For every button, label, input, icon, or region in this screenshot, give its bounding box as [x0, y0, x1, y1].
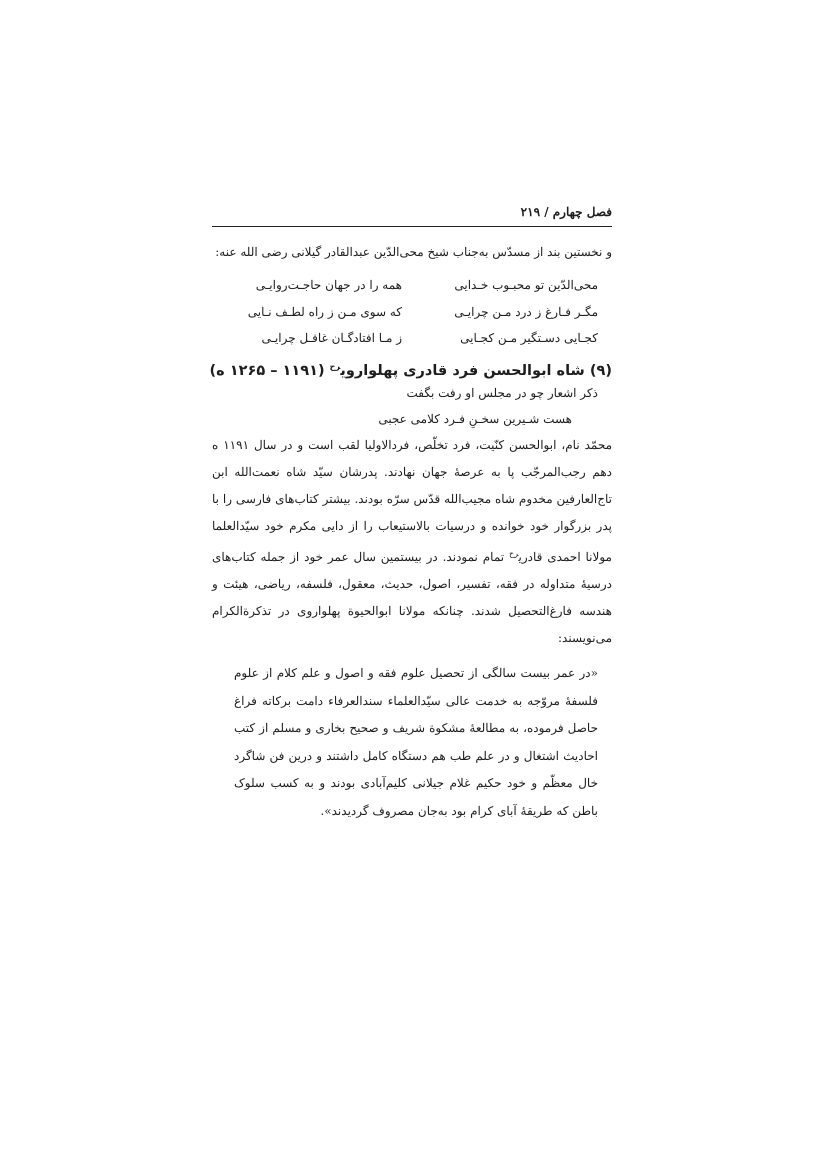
hemistich-first: کجـایی دسـتگیر مـن کجـایی	[460, 331, 598, 345]
verse-line	[212, 272, 612, 299]
verse-line	[212, 299, 612, 326]
block-quote: «در عمر بیست سالگی از تحصیل علوم فقه و اصول و علم کلام از علوم فلسفهٔ مروّجه به خدمت عالی سیّدالعلماء سندالعرفاء دامت برکاته فراغ حاصل فرموده، به مطالعهٔ مشکوة شریف و صحیح بخاری و مسلم از کتب احادیث اشتغال و در علم طب هم دستگاه کامل داشتند و درین فن شاگرد خال معظّم و خود حکیم غلام جیلانی کلیم‌آبادی بودند و به کسب سلوک باطن که طریقهٔ آبای کرام بود به‌جان مصروف گردیدند».	[234, 666, 598, 818]
hemistich-second: همه را در جهان حاجـت‌روایـی	[255, 278, 402, 292]
hemistich-second: ز مـا افتادگـان غافـل چرایـی	[261, 331, 402, 345]
honorific-sup: رح	[329, 361, 341, 371]
hemistich-first: مگـر فـارغ ز درد مـن چرایـی	[454, 304, 598, 319]
section-heading-dates: (۱۱۹۱ – ۱۲۶۵ ه)	[209, 362, 325, 379]
body-paragraph	[212, 432, 612, 652]
single-verse: هست شـیرین سخـنِ فـرد کلامی عجبی	[378, 412, 572, 427]
section-subtitle: ذکر اشعار چو در مجلس او رفت بگفت	[406, 386, 598, 401]
body-text-part-2: تمام نمودند. در بیستمین سال عمر خود از جمله کتاب‌های درسیهٔ متداوله در فقه، تفسیر، اصول، حدیث، معقول، فلسفه، ریاضی، هیئت و هندسه فارغ‌التحصیل شدند. چنانکه مولانا ابوالحیوة پهلواروی در تذکرةالکرام می‌نویسند:	[212, 550, 612, 646]
page-label: فصل چهارم / ۲۱۹	[520, 205, 612, 219]
book-page	[209, 205, 613, 825]
poem-verses	[212, 272, 612, 352]
section-heading	[209, 361, 612, 379]
hemistich-first: محی‌الدّین تو محبـوب خـدایی	[454, 278, 598, 292]
hemistich-second: که سوی مـن ز راه لطـف نـایی	[247, 304, 402, 319]
running-header	[212, 205, 612, 227]
verse-line	[212, 325, 612, 352]
intro-paragraph: و نخستین بند از مسدّس به‌جناب شیخ محی‌الدّین عبدالقادر گیلانی رضی الله عنه:	[215, 245, 612, 259]
section-heading-title: (۹) شاه ابوالحسن فرد قادری پهلواروی	[340, 362, 612, 379]
body-text-part-1: محمّد نام، ابوالحسن کنّیت، فرد تخلّص، فردالاولیا لقب است و در سال ۱۱۹۱ ه دهم رجب‌المرجّب پا به عرصهٔ جهان نهادند. پدرشان سیّد شاه نعمت‌الله ابن تاج‌العارفین مخدوم شاه مجیب‌الله قدّس سرّه بودند. بیشتر کتاب‌های فارسی را با پدر بزرگوار خود خوانده و درسیات بالاستیعاب را از دایی مکرم خود سیّدالعلما مولانا احمدی قادری	[212, 438, 613, 565]
honorific-sup: رح	[508, 549, 519, 559]
